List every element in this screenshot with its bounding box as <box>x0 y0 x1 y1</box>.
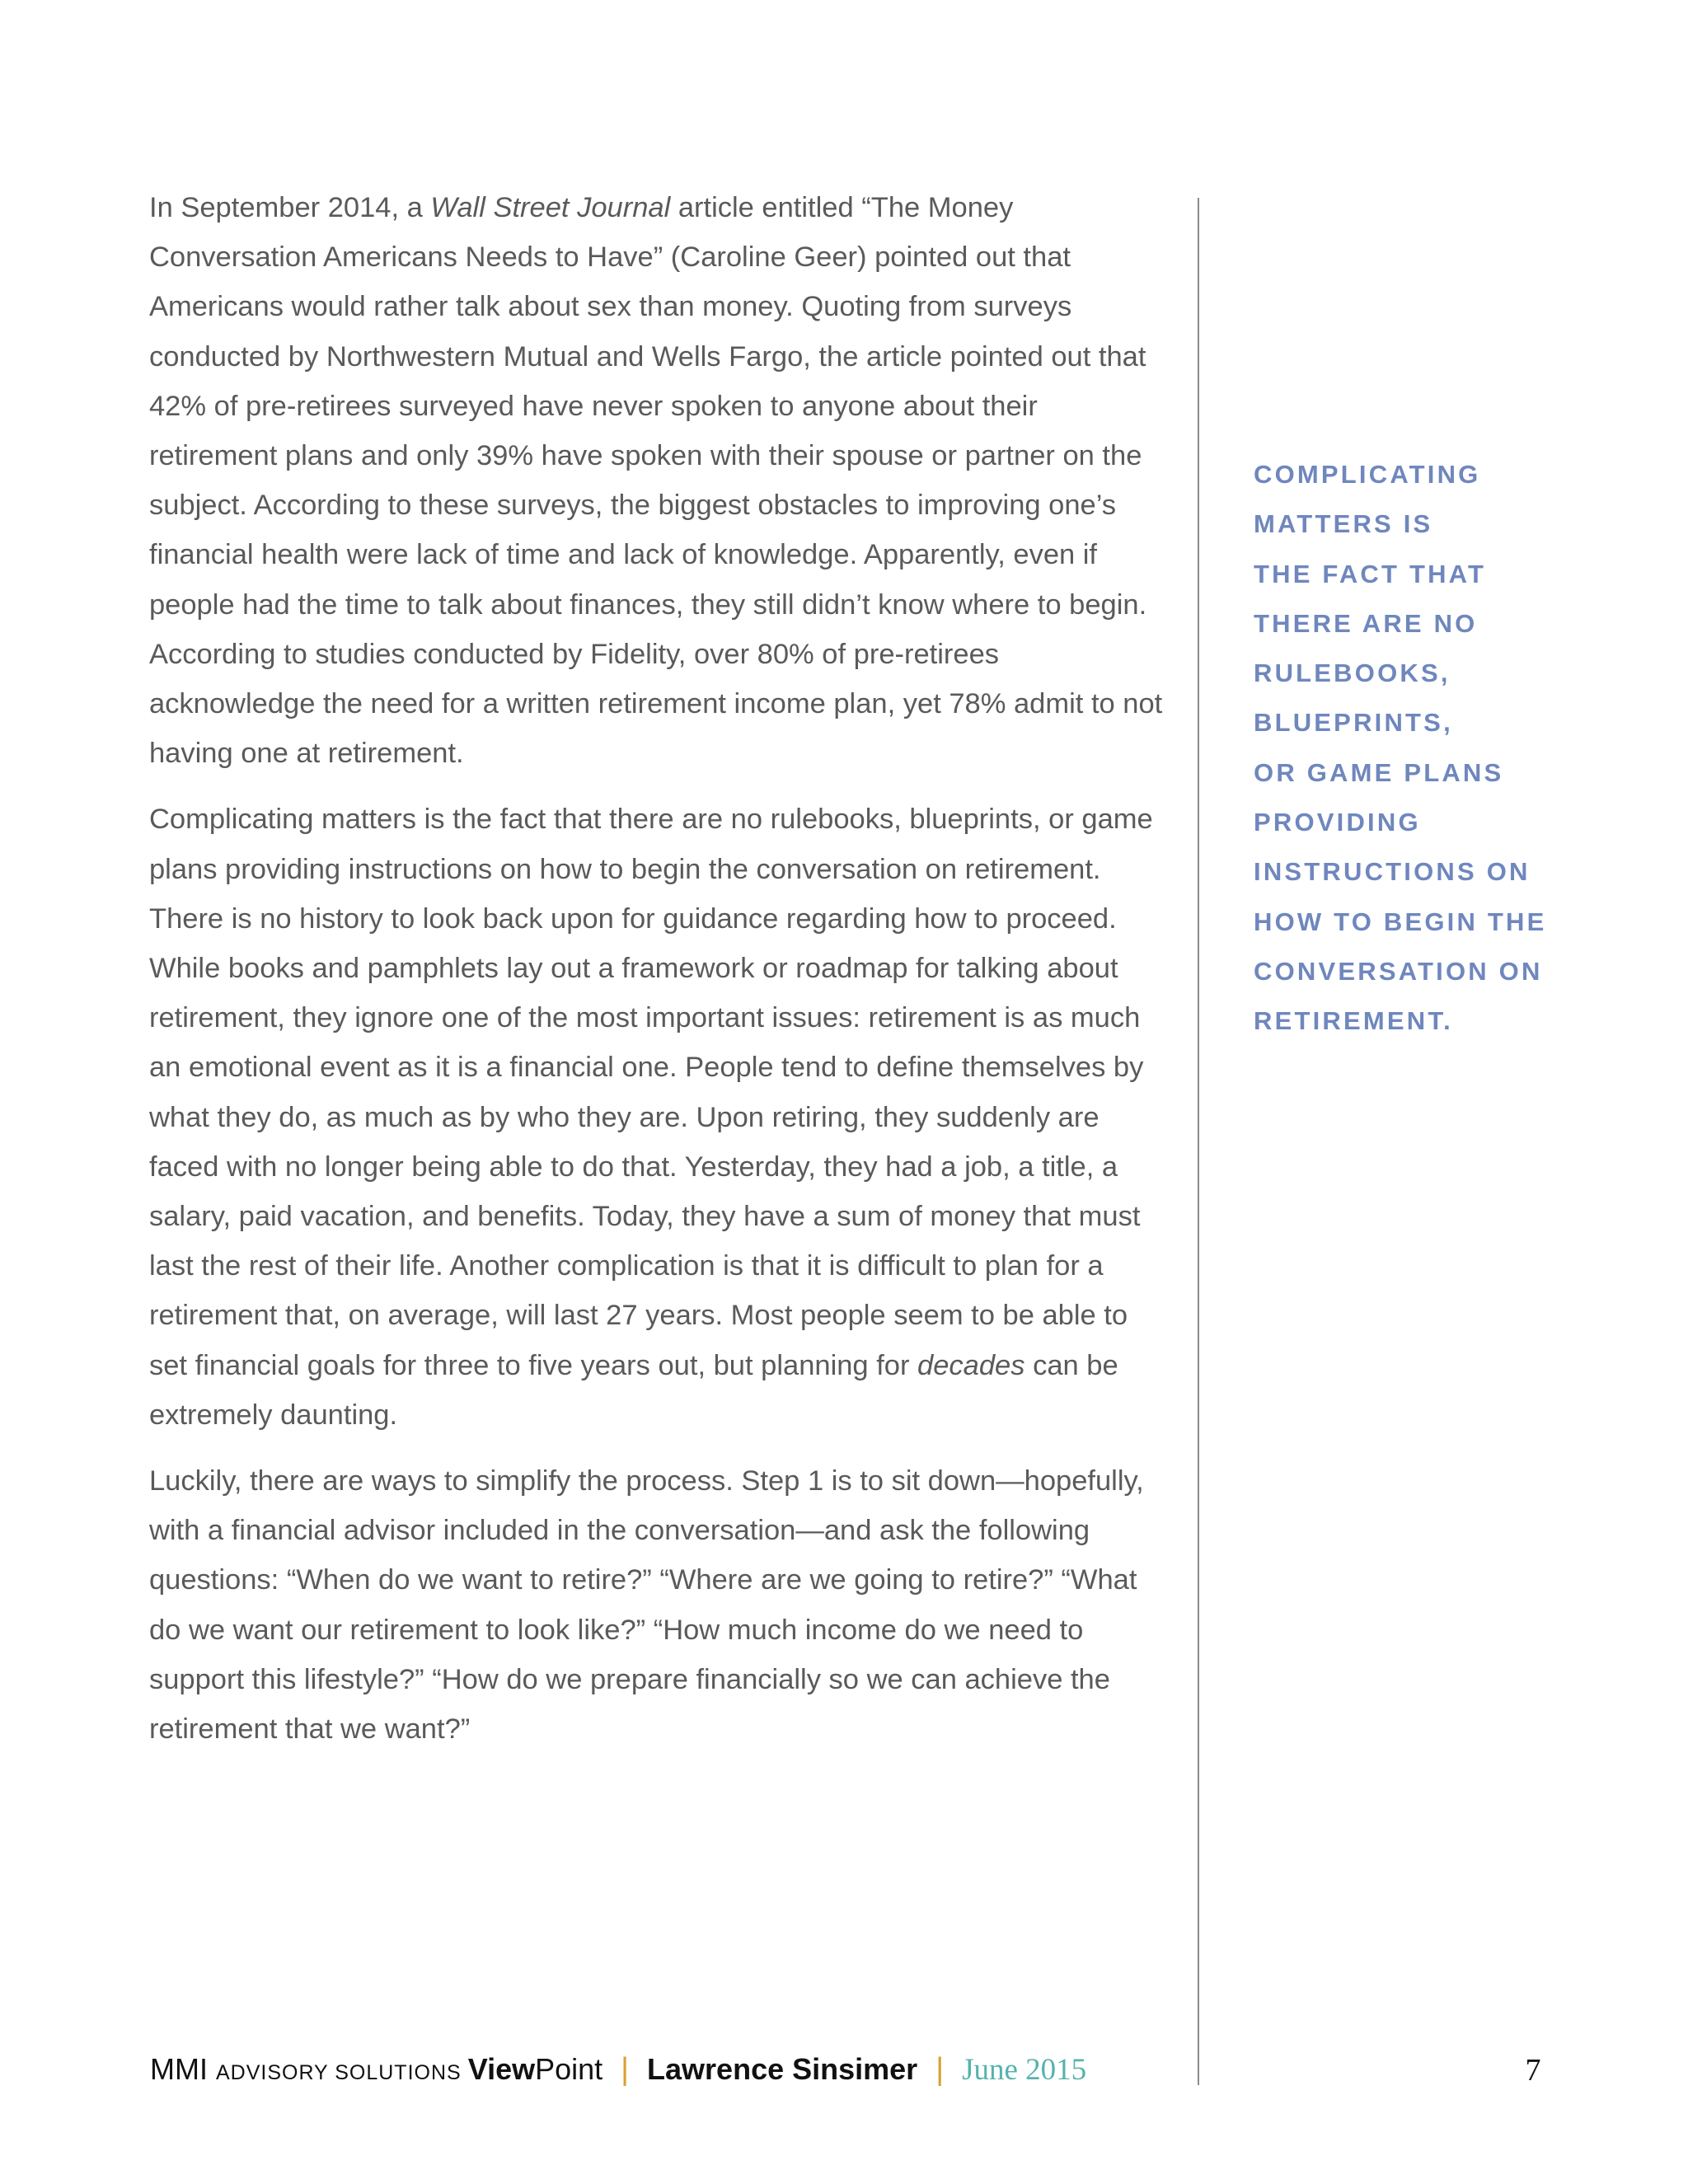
pull-quote-line: COMPLICATING <box>1254 460 1481 489</box>
pull-quote-line: BLUEPRINTS, <box>1254 708 1453 738</box>
brand-subtitle: ADVISORY SOLUTIONS <box>215 2061 462 2084</box>
column-divider <box>1198 198 1199 2085</box>
paragraph-text: article entitled “The Money Conversation Americans Needs to Have” (Caroline Geer) pointed out that Americans would rather talk about sex than money. Quoting from surveys conducted by Northwestern Mutual and Wells Fargo, the article pointed out that 42% of pre-retirees surveyed have never spoken to anyone about their retirement plans and only 39% have spoken with their spouse or partner on the subject. According to these surveys, the biggest obstacles to improving one’s financial health were lack of time and lack of knowledge. Apparently, even if people had the time to talk about finances, they still didn’t know where to begin. According to studies conducted by Fidelity, over 80% of pre-retirees acknowledge the need for a written retirement income plan, yet 78% admit to not having one at retirement. <box>149 192 1163 770</box>
emphasis-text: decades <box>917 1349 1025 1381</box>
article-body <box>149 183 1163 1770</box>
pull-quote-line: RETIREMENT. <box>1254 1006 1453 1036</box>
publication-date: June 2015 <box>962 2053 1087 2087</box>
pull-quote <box>1254 450 1600 1047</box>
paragraph-text: Complicating matters is the fact that there are no rulebooks, blueprints, or game plans providing instructions on how to begin the conversation on retirement. There is no history to look back upon for guidance regarding how to proceed. While books and pamphlets lay out a framework or roadmap for talking about retirement, they ignore one of the most important issues: retirement is as much an emotional event as it is a financial one. People tend to define themselves by what they do, as much as by who they are. Upon retiring, they suddenly are faced with no longer being able to do that. Yesterday, they had a job, a title, a salary, paid vacation, and benefits. Today, they have a sum of money that must last the rest of their life. Another complication is that it is difficult to plan for a retirement that, on average, will last 27 years. Most people seem to be able to set financial goals for three to five years out, but planning for <box>149 804 1153 1381</box>
brand-prefix: MMI <box>150 2052 208 2086</box>
page-number: 7 <box>1525 2053 1541 2088</box>
footer-separator: | <box>621 2052 630 2087</box>
pull-quote-line: OR GAME PLANS <box>1254 757 1504 787</box>
pull-quote-line: CONVERSATION ON <box>1254 956 1543 986</box>
pull-quote-line: RULEBOOKS, <box>1254 658 1451 688</box>
body-paragraph-3: Luckily, there are ways to simplify the process. Step 1 is to sit down—hopefully, with a financial advisor included in the conversation—and ask the following questions: “When do we want to retire?” “Where are we going to retire?” “What do we want our retirement to look like?” “How much income do we need to support this lifestyle?” “How do we prepare financially so we can achieve the retirement that we want?” <box>149 1465 1144 1746</box>
brand-view: View <box>467 2052 536 2086</box>
brand-point: Point <box>535 2052 603 2086</box>
pull-quote-line: PROVIDING <box>1254 808 1421 837</box>
author-name: Lawrence Sinsimer <box>647 2052 918 2086</box>
footer-separator: | <box>935 2052 945 2087</box>
paragraph-text: can be extremely daunting. <box>149 1349 1118 1431</box>
body-paragraph-2 <box>149 794 1163 1440</box>
paragraph-text: In September 2014, a <box>149 192 431 223</box>
publication-title: Wall Street Journal <box>430 192 671 223</box>
page-footer <box>150 2052 1189 2098</box>
pull-quote-line: INSTRUCTIONS ON <box>1254 857 1531 887</box>
pull-quote-line: HOW TO BEGIN THE <box>1254 907 1547 936</box>
body-paragraph-1 <box>149 183 1163 778</box>
pull-quote-line: THE FACT THAT <box>1254 559 1487 588</box>
pull-quote-line: THERE ARE NO <box>1254 608 1478 638</box>
pull-quote-line: MATTERS IS <box>1254 509 1433 539</box>
